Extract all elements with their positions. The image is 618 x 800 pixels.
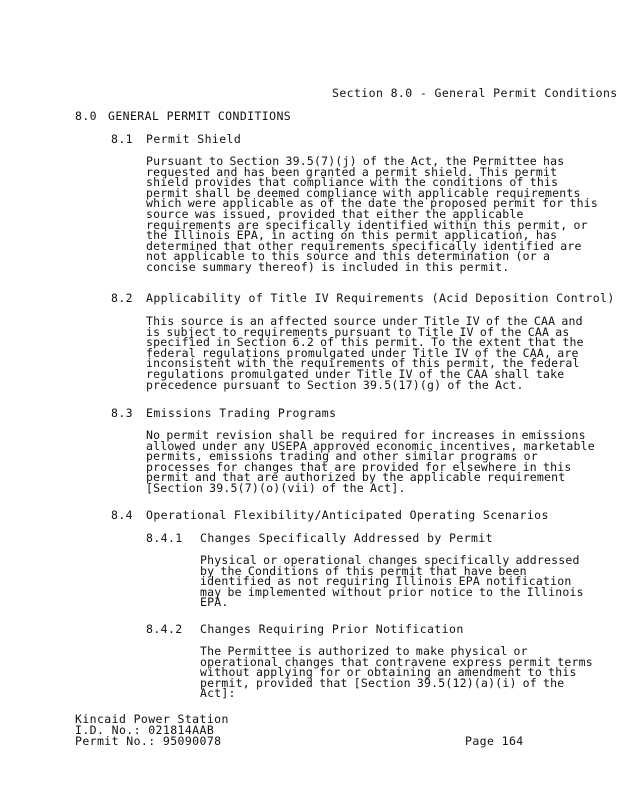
body-line: determined that other requirements specifically identified are	[146, 238, 582, 253]
footer-facility: Kincaid Power Station	[75, 712, 229, 726]
item-number: 8.2	[111, 291, 133, 305]
body-line: by the Conditions of this permit that have been	[200, 563, 527, 578]
body-line: identified as not requiring Illinois EPA notification	[200, 574, 572, 589]
footer-permit-number: Permit No.: 95090078	[75, 734, 222, 748]
body-line: without applying for or obtaining an amendment to this	[200, 665, 577, 680]
body-line: requested and has been granted a permit shield. This permit	[146, 164, 558, 179]
body-line: inconsistent with the requirements of this permit, the federal	[146, 356, 580, 371]
body-line: the Illinois EPA, in acting on this permit application, has	[146, 228, 558, 243]
body-line: EPA.	[200, 595, 229, 610]
item-title: Applicability of Title IV Requirements (Acid Deposition Control)	[146, 291, 615, 305]
item-body	[146, 156, 598, 273]
body-line: operational changes that contravene express permit terms	[200, 654, 593, 669]
body-line: specified in Section 6.2 of this permit. To the extent that the	[146, 335, 584, 350]
body-line: which were applicable as of the date the proposed permit for this	[146, 196, 599, 211]
body-line: [Section 39.5(7)(o)(vii) of the Act].	[146, 480, 406, 495]
footer-id-number: I.D. No.: 021814AAB	[75, 723, 215, 737]
subitem-title: Changes Specifically Addressed by Permit	[200, 531, 493, 545]
body-line: permit, provided that [Section 39.5(12)(a)(i) of the	[200, 675, 565, 690]
subitem-body	[200, 646, 593, 699]
item-title: Permit Shield	[146, 132, 242, 146]
page-number: Page 164	[465, 734, 524, 748]
running-header: Section 8.0 - General Permit Conditions	[332, 86, 618, 100]
body-line: Physical or operational changes specifically addressed	[200, 553, 580, 567]
item-number: 8.1	[111, 132, 133, 146]
item-body	[146, 430, 595, 494]
body-line: precedence pursuant to Section 39.5(17)(g) of the Act.	[146, 377, 524, 392]
body-line: regulations promulgated under Title IV of the CAA shall take	[146, 366, 565, 381]
subitem-title: Changes Requiring Prior Notification	[200, 622, 464, 636]
subitem-body	[200, 555, 584, 608]
body-line: Act]:	[200, 686, 236, 701]
section-number: 8.0	[75, 109, 97, 123]
body-line: allowed under any USEPA approved economic incentives, marketable	[146, 438, 595, 453]
item-title: Emissions Trading Programs	[146, 406, 337, 420]
body-line: not applicable to this source and this determination (or a	[146, 249, 551, 264]
body-line: shield provides that compliance with the conditions of this	[146, 175, 559, 190]
body-line: No permit revision shall be required for increases in emissions	[146, 428, 586, 442]
item-number: 8.4	[111, 508, 133, 522]
body-line: permit and that are authorized by the applicable requirement	[146, 470, 566, 485]
body-line: processes for changes that are provided for elsewhere in this	[146, 459, 572, 474]
subitem-number: 8.4.2	[146, 622, 183, 636]
item-body	[146, 316, 584, 390]
item-number: 8.3	[111, 406, 133, 420]
body-line: This source is an affected source under Title IV of the CAA and	[146, 314, 583, 328]
body-line: source was issued, provided that either the applicable	[146, 206, 524, 221]
subitem-number: 8.4.1	[146, 531, 183, 545]
section-title: GENERAL PERMIT CONDITIONS	[108, 109, 292, 123]
body-line: may be implemented without prior notice to the Illinois	[200, 584, 584, 599]
body-line: concise summary thereof) is included in this permit.	[146, 259, 510, 274]
body-line: requirements are specifically identified within this permit, or	[146, 217, 588, 232]
item-title: Operational Flexibility/Anticipated Operating Scenarios	[146, 508, 549, 522]
body-line: permit shall be deemed compliance with applicable requirements	[146, 185, 581, 200]
body-line: The Permittee is authorized to make physical or	[200, 644, 528, 658]
body-line: permits, emissions trading and other similar programs or	[146, 449, 538, 464]
body-line: is subject to requirements pursuant to Title IV of the CAA as	[146, 324, 570, 339]
body-line: federal regulations promulgated under Title IV of the CAA, are	[146, 345, 579, 360]
body-line: Pursuant to Section 39.5(7)(j) of the Act, the Permittee has	[146, 154, 565, 168]
